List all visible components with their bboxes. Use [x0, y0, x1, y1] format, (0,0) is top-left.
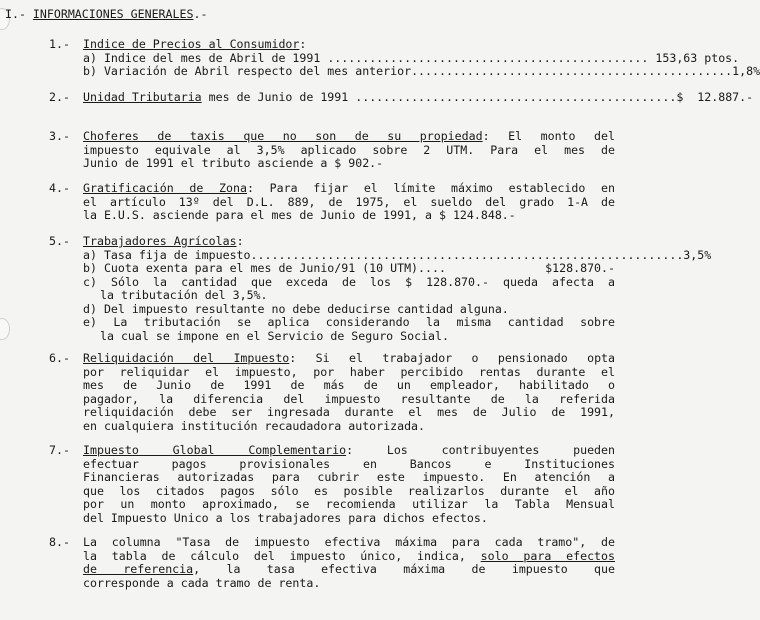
- item-unidad-tributaria: 2.- Unidad Tributaria mes de Junio de 1991 .............................................. $ 12.887.-: [49, 90, 754, 104]
- item-global-complementario: 7.- Impuesto Global Complementario: Los contribuyentes pueden efectuar pagos provisionales en Bancos e Instituciones Financieras autorizadas para cubrir este impuesto. En atención a que los citados pagos sólo es posible realizarlos durante el año por un monto aproximado, se recomienda utilizar la Tabla Mensual del Impuesto Unico a los trabajadores para dichos efectos.: [49, 443, 615, 525]
- item-title: Impuesto Global Complementario: [83, 443, 347, 457]
- list-item: b) Cuota exenta para el mes de Junio/91 (10 UTM) .... $128.870.-: [83, 261, 615, 275]
- section-title: INFORMACIONES GENERALES: [32, 7, 194, 21]
- list-item: a) Indice del mes de Abril de 1991 .............................................. 153,63 ptos.: [83, 50, 740, 65]
- item-ipc: 1.- Indice de Precios al Consumidor: a) Indice del mes de Abril de 1991 .............................................. 153,63 ptos. b) Variación de Abril respecto del mes anterior .............................................. 1,8%: [49, 37, 760, 78]
- list-item: a) Tasa fija de impuesto .............................................................. 3,5%: [83, 247, 712, 262]
- item-trabajadores-agricolas: 5.- Trabajadores Agrícolas: a) Tasa fija de impuesto .............................................................. 3,5% b) Cuota exenta para el mes de Junio/91 (10 UTM) .... $128.870.- c) Sólo la cantidad que exceda de los $ 128.870.- queda afecta a la tributación del 3,5%. d) Del impuesto resultante no debe deducirse cantidad alguna. e) La tributación se aplica considerando la misma cantidad sobre la cual se impone en el Servicio de Seguro Social.: [49, 234, 712, 343]
- binder-hole: [0, 318, 10, 340]
- item-title: Gratificación de Zona: [83, 181, 247, 195]
- list-item: b) Variación de Abril respecto del mes anterior .............................................. 1,8%: [83, 64, 760, 78]
- list-item: e) La tributación se aplica considerando la misma cantidad sobre: [83, 315, 615, 329]
- item-title: Trabajadores Agrícolas: [83, 234, 237, 248]
- section-heading: I.- INFORMACIONES GENERALES.-: [5, 7, 208, 21]
- item-title: Unidad Tributaria: [83, 90, 202, 104]
- item-title: Indice de Precios al Consumidor: [83, 37, 300, 51]
- item-tasa-efectiva: 8.- La columna "Tasa de impuesto efectiva máxima para cada tramo", de la tabla de cálculo del impuesto único, indica, solo para efectos de referencia, la tasa efectiva máxima de impuesto que corresponde a cada tramo de renta.: [49, 535, 615, 590]
- list-item: c) Sólo la cantidad que exceda de los $ 128.870.- queda afecta a: [83, 274, 615, 289]
- item-title: Reliquidación del Impuesto: [83, 351, 290, 365]
- item-gratificacion: 4.- Gratificación de Zona: Para fijar el límite máximo establecido en el artículo 13º del D.L. 889, de 1975, el sueldo del grado 1-A de la E.U.S. asciende para el mes de Junio de 1991, a $ 124.848.-: [49, 181, 615, 222]
- item-choferes: 3.- Choferes de taxis que no son de su propiedad: El monto del impuesto equivale al 3,5% aplicado sobre 2 UTM. Para el mes de Junio de 1991 el tributo asciende a $ 902.-: [49, 129, 615, 170]
- list-item: d) Del impuesto resultante no debe deducirse cantidad alguna.: [83, 301, 509, 316]
- item-title: Choferes de taxis que no son de su propiedad: [83, 129, 483, 143]
- item-reliquidacion: 6.- Reliquidación del Impuesto: Si el trabajador o pensionado opta por reliquidar el impuesto, por haber percibido rentas durante el mes de Junio de 1991 de más de un empleador, habilitado o pagador, la diferencia del impuesto resultante de la referida reliquidación debe ser ingresada durante el mes de Julio de 1991, en cualquiera institución recaudadora autorizada.: [49, 351, 616, 433]
